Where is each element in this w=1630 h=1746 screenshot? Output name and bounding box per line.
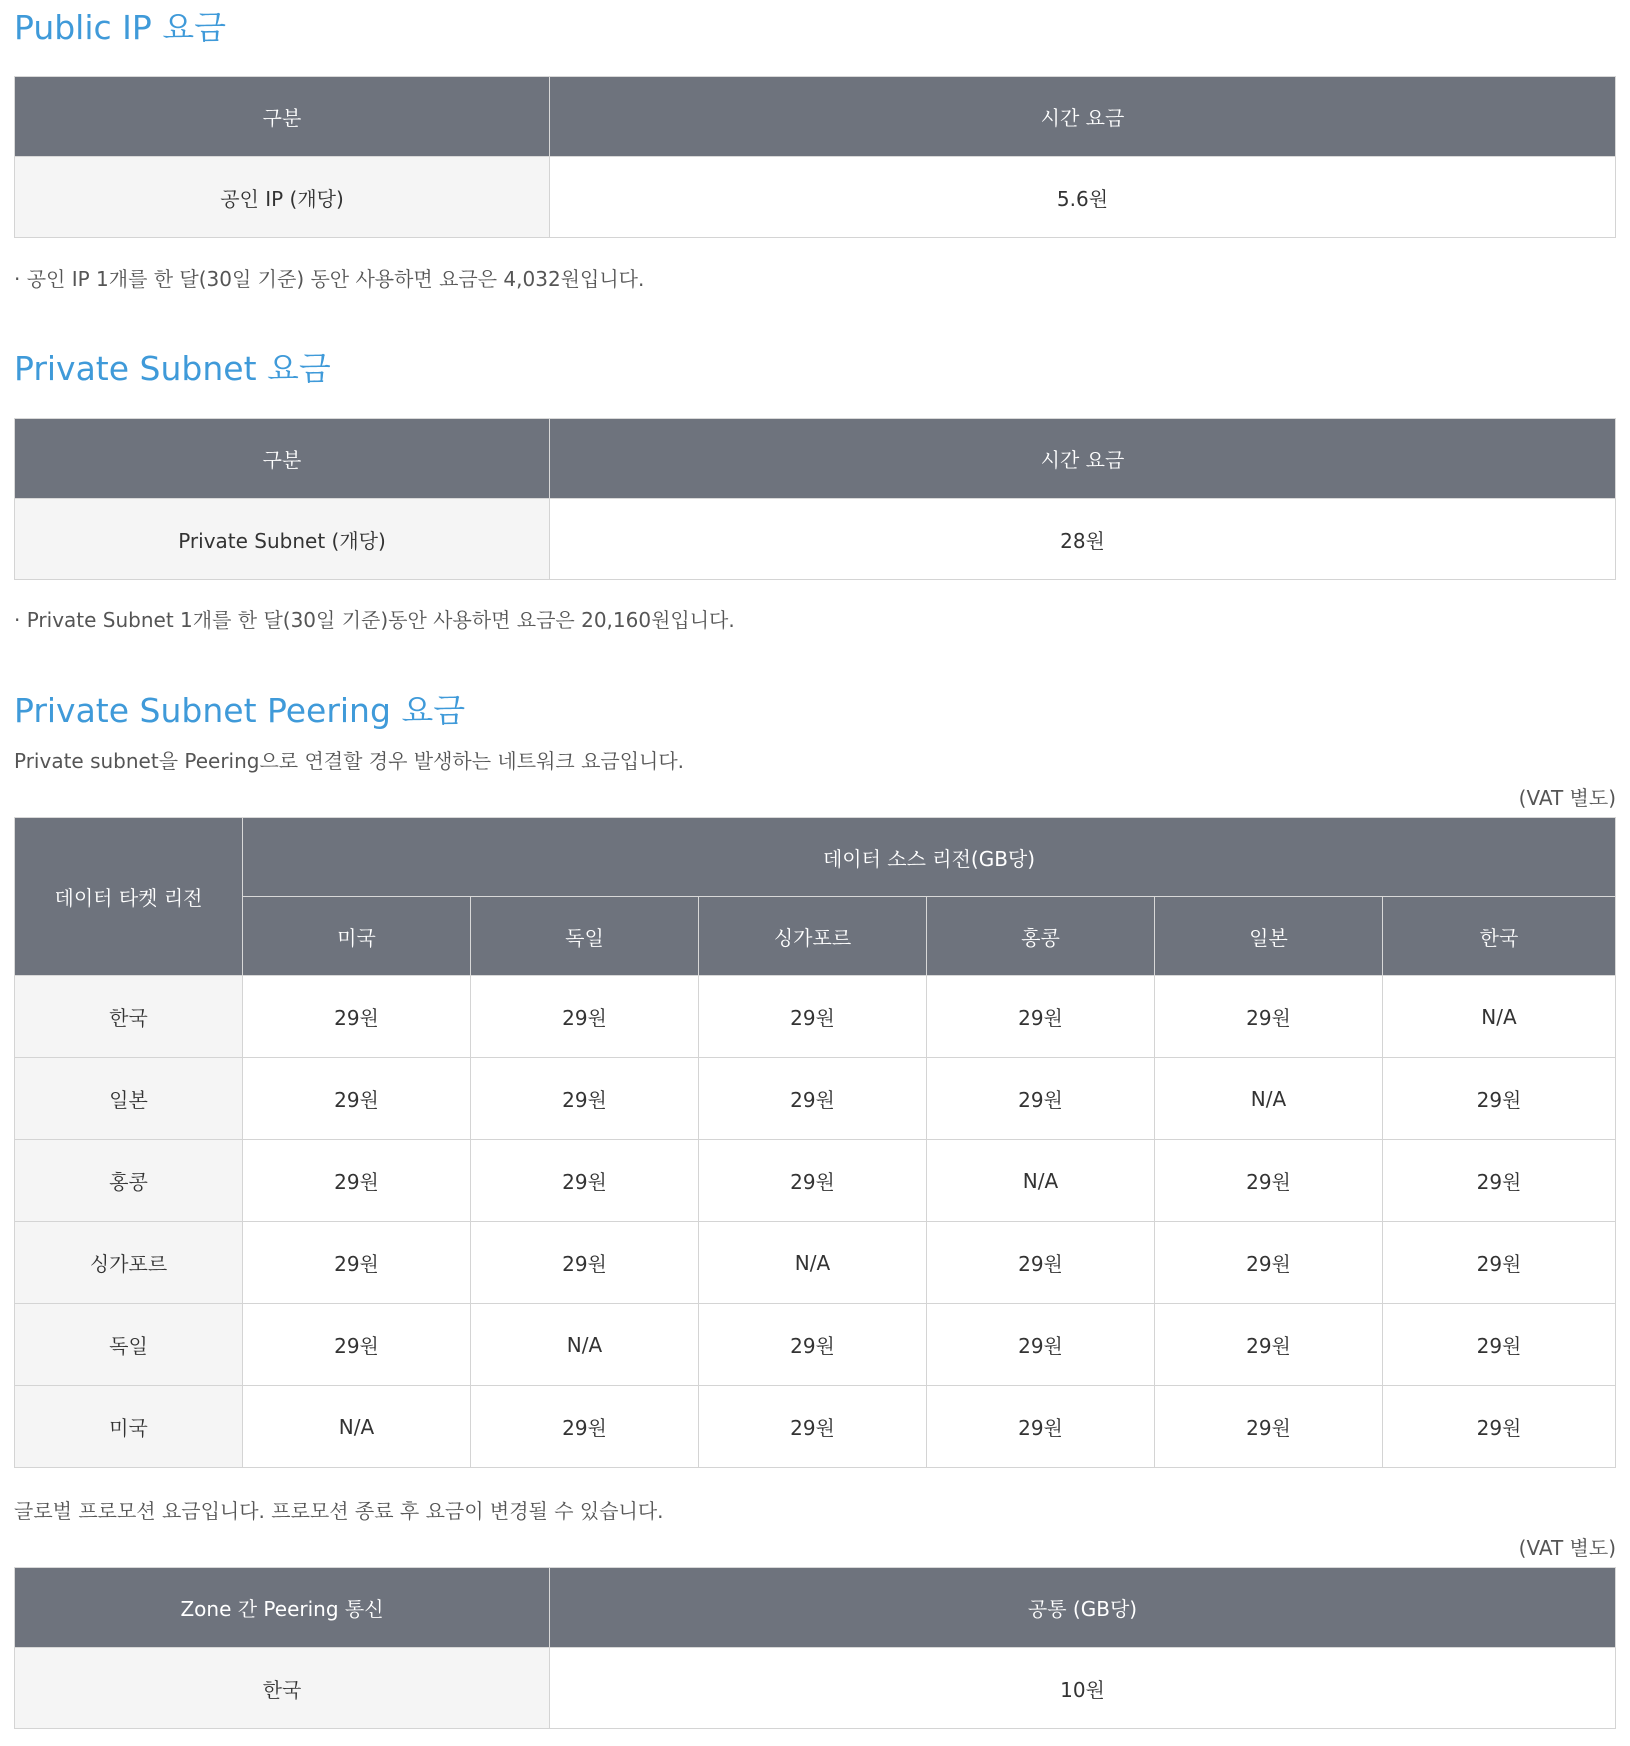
table-cell: N/A bbox=[471, 1304, 699, 1386]
header-category: 구분 bbox=[15, 419, 550, 499]
table-cell: 29원 bbox=[927, 1058, 1155, 1140]
header-col-singapore: 싱가포르 bbox=[699, 897, 927, 976]
table-row bbox=[15, 1058, 1616, 1140]
header-hourly-rate: 시간 요금 bbox=[550, 419, 1616, 499]
zone-peering-table bbox=[14, 1567, 1616, 1729]
header-col-korea: 한국 bbox=[1383, 897, 1616, 976]
header-zone-peering: Zone 간 Peering 통신 bbox=[15, 1568, 550, 1648]
table-cell: 29원 bbox=[699, 1140, 927, 1222]
public-ip-title: Public IP 요금 bbox=[14, 8, 227, 47]
header-category: 구분 bbox=[15, 77, 550, 157]
table-cell: 29원 bbox=[1383, 1304, 1616, 1386]
table-cell: 29원 bbox=[927, 1386, 1155, 1468]
table-cell: 29원 bbox=[471, 976, 699, 1058]
table-cell: 29원 bbox=[927, 1304, 1155, 1386]
row-value: 5.6원 bbox=[550, 157, 1616, 238]
table-cell: 29원 bbox=[471, 1386, 699, 1468]
table-cell: N/A bbox=[243, 1386, 471, 1468]
peering-table bbox=[14, 817, 1616, 1468]
table-row bbox=[15, 1386, 1616, 1468]
row-value: 10원 bbox=[550, 1648, 1616, 1729]
table-cell: 29원 bbox=[1383, 1386, 1616, 1468]
table-cell: 29원 bbox=[1383, 1058, 1616, 1140]
header-target-region: 데이터 타켓 리전 bbox=[15, 818, 243, 976]
peering-title: Private Subnet Peering 요금 bbox=[14, 691, 466, 730]
table-cell: N/A bbox=[927, 1140, 1155, 1222]
table-cell: 29원 bbox=[927, 1222, 1155, 1304]
table-cell: 29원 bbox=[1155, 1304, 1383, 1386]
row-label: 공인 IP (개당) bbox=[15, 157, 550, 238]
table-header-row bbox=[15, 77, 1616, 157]
header-col-us: 미국 bbox=[243, 897, 471, 976]
row-label: 독일 bbox=[15, 1304, 243, 1386]
table-cell: 29원 bbox=[243, 1304, 471, 1386]
header-col-japan: 일본 bbox=[1155, 897, 1383, 976]
table-cell: 29원 bbox=[699, 1304, 927, 1386]
peering-vat-note: (VAT 별도) bbox=[1518, 786, 1616, 810]
table-header-row bbox=[15, 1568, 1616, 1648]
row-label: Private Subnet (개당) bbox=[15, 499, 550, 580]
table-cell: 29원 bbox=[471, 1140, 699, 1222]
table-cell: N/A bbox=[1383, 976, 1616, 1058]
table-cell: 29원 bbox=[699, 976, 927, 1058]
row-label: 미국 bbox=[15, 1386, 243, 1468]
table-header-row bbox=[15, 818, 1616, 897]
header-hourly-rate: 시간 요금 bbox=[550, 77, 1616, 157]
table-row bbox=[15, 1304, 1616, 1386]
header-common-rate: 공통 (GB당) bbox=[550, 1568, 1616, 1648]
table-subheader-row bbox=[15, 897, 1616, 976]
row-label: 싱가포르 bbox=[15, 1222, 243, 1304]
table-row bbox=[15, 1648, 1616, 1729]
peering-description: Private subnet을 Peering으로 연결할 경우 발생하는 네트워크 요금입니다. bbox=[14, 749, 685, 773]
table-header-row bbox=[15, 419, 1616, 499]
private-subnet-title: Private Subnet 요금 bbox=[14, 349, 331, 388]
table-cell: 29원 bbox=[243, 1140, 471, 1222]
table-cell: N/A bbox=[1155, 1058, 1383, 1140]
row-label: 일본 bbox=[15, 1058, 243, 1140]
header-col-germany: 독일 bbox=[471, 897, 699, 976]
table-row bbox=[15, 157, 1616, 238]
table-cell: 29원 bbox=[1155, 1140, 1383, 1222]
table-cell: 29원 bbox=[699, 1058, 927, 1140]
table-cell: 29원 bbox=[1383, 1140, 1616, 1222]
promo-note: 글로벌 프로모션 요금입니다. 프로모션 종료 후 요금이 변경될 수 있습니다. bbox=[14, 1499, 664, 1523]
header-col-hongkong: 홍콩 bbox=[927, 897, 1155, 976]
table-row bbox=[15, 1140, 1616, 1222]
table-cell: 29원 bbox=[243, 976, 471, 1058]
table-cell: 29원 bbox=[699, 1386, 927, 1468]
table-row bbox=[15, 976, 1616, 1058]
public-ip-table bbox=[14, 76, 1616, 238]
table-cell: 29원 bbox=[1155, 1222, 1383, 1304]
table-row bbox=[15, 1222, 1616, 1304]
table-cell: 29원 bbox=[1155, 976, 1383, 1058]
table-cell: 29원 bbox=[471, 1058, 699, 1140]
table-cell: 29원 bbox=[1155, 1386, 1383, 1468]
row-value: 28원 bbox=[550, 499, 1616, 580]
zone-vat-note: (VAT 별도) bbox=[1518, 1536, 1616, 1560]
private-subnet-note: · Private Subnet 1개를 한 달(30일 기준)동안 사용하면 요금은 20,160원입니다. bbox=[14, 608, 735, 632]
header-source-region: 데이터 소스 리전(GB당) bbox=[243, 818, 1616, 897]
table-row bbox=[15, 499, 1616, 580]
table-cell: 29원 bbox=[243, 1222, 471, 1304]
table-cell: 29원 bbox=[927, 976, 1155, 1058]
table-cell: 29원 bbox=[471, 1222, 699, 1304]
table-cell: N/A bbox=[699, 1222, 927, 1304]
row-label: 홍콩 bbox=[15, 1140, 243, 1222]
private-subnet-table bbox=[14, 418, 1616, 580]
row-label: 한국 bbox=[15, 976, 243, 1058]
table-cell: 29원 bbox=[243, 1058, 471, 1140]
row-label: 한국 bbox=[15, 1648, 550, 1729]
public-ip-note: · 공인 IP 1개를 한 달(30일 기준) 동안 사용하면 요금은 4,032원입니다. bbox=[14, 267, 645, 291]
table-cell: 29원 bbox=[1383, 1222, 1616, 1304]
